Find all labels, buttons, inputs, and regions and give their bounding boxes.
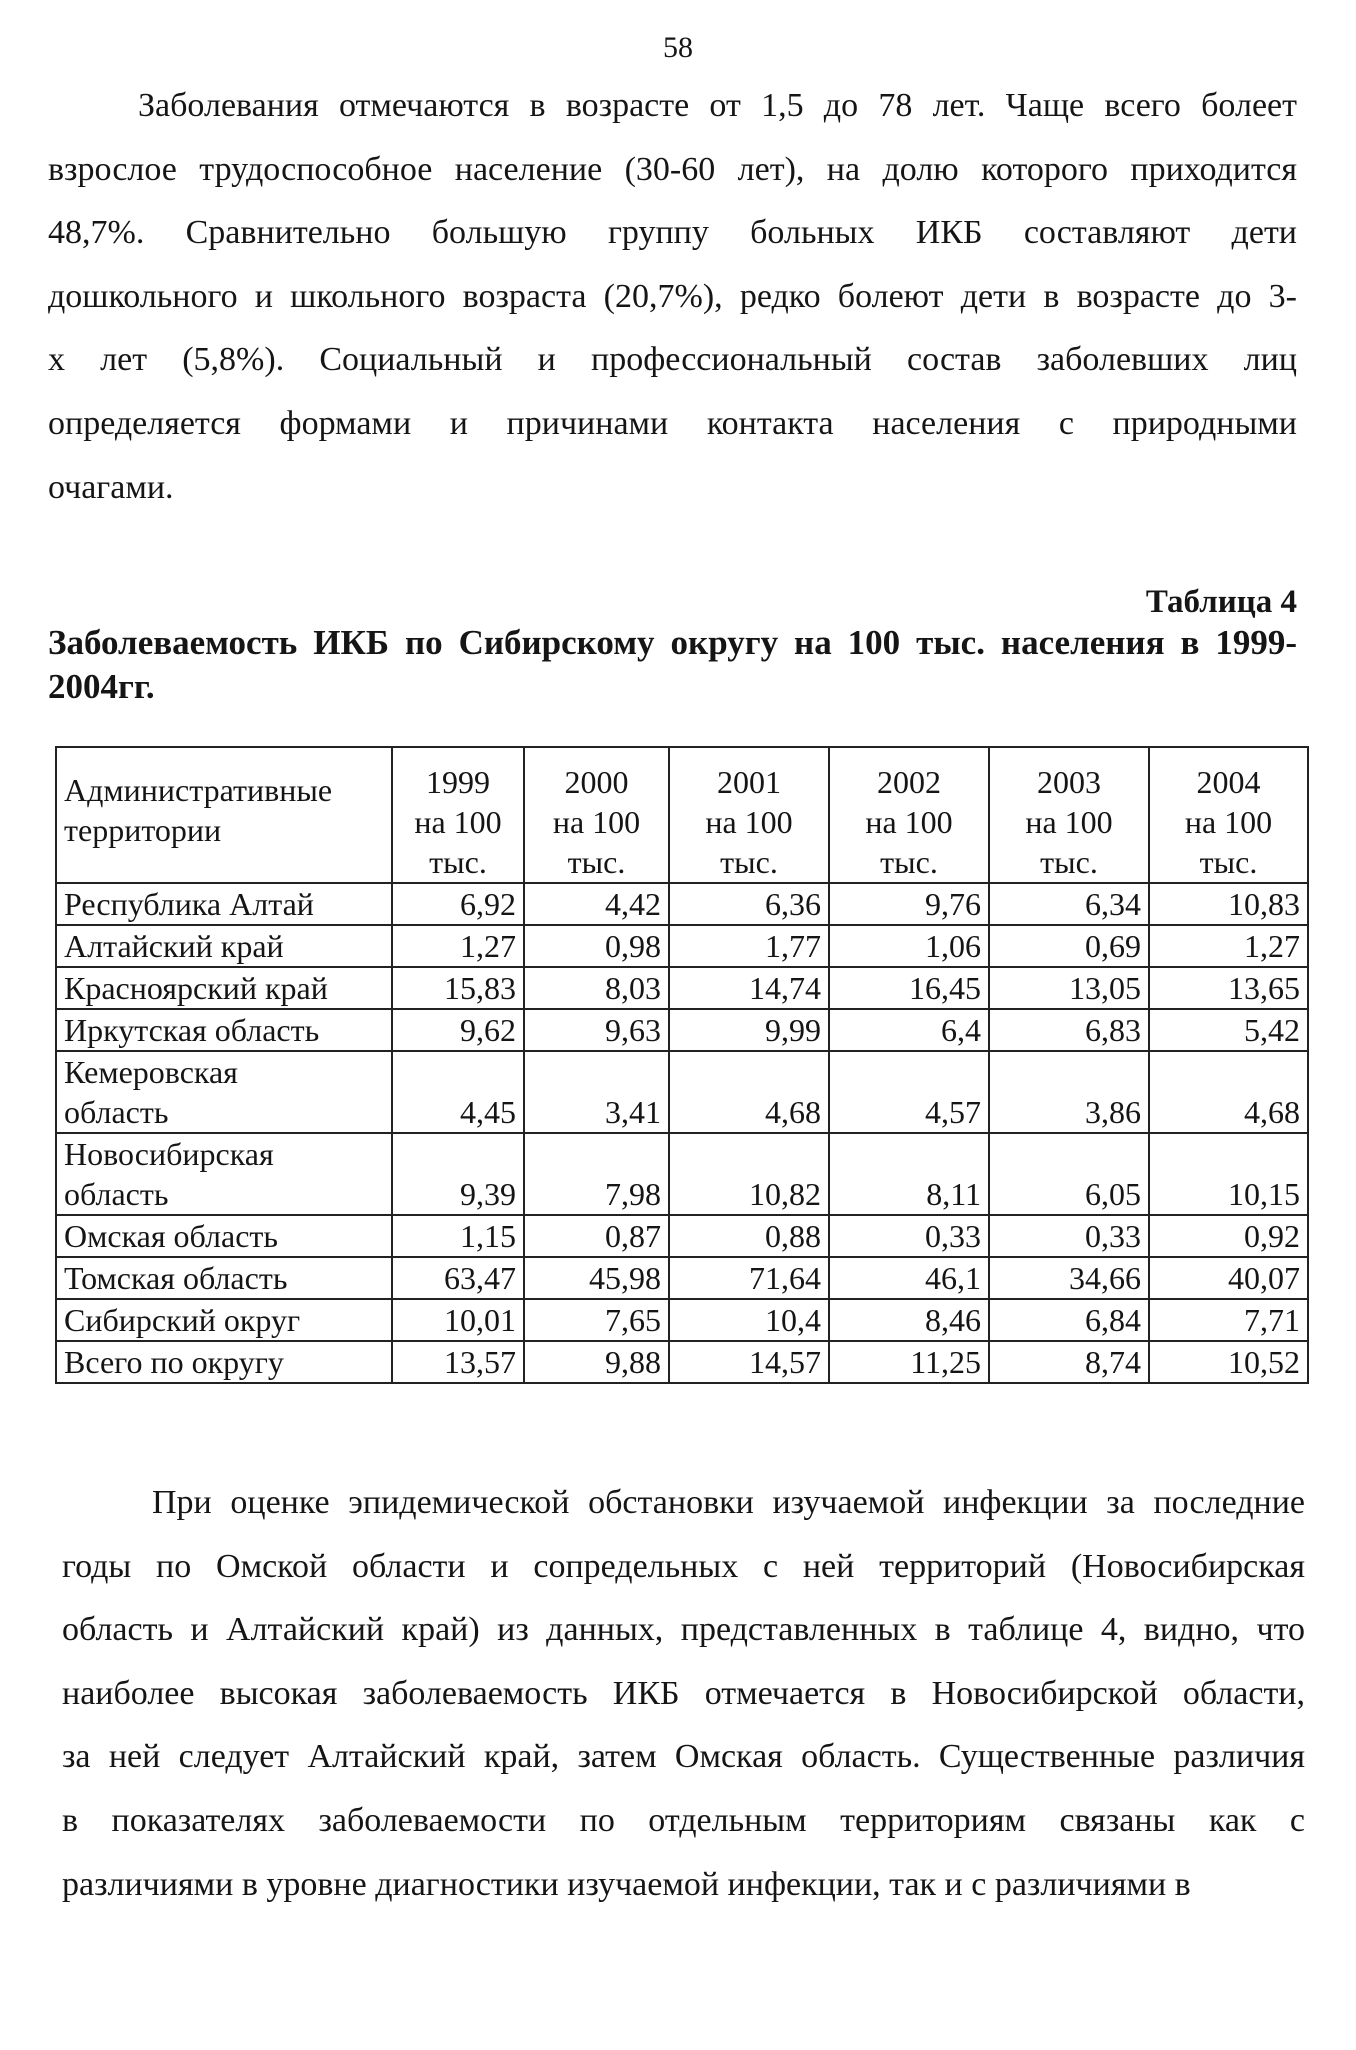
value-cell: 10,83 [1149,883,1308,925]
value-cell: 3,41 [524,1051,669,1133]
territory-name [56,925,392,967]
paragraph-epidemic-assessment [62,1471,1305,1916]
territory-name [56,1215,392,1257]
value-cell: 7,98 [524,1133,669,1215]
value-cell: 8,46 [829,1299,989,1341]
paragraph-age-distribution [48,74,1297,519]
territory-name-line: Красноярский край [64,970,328,1006]
header-year-cell [989,747,1149,883]
value-cell: 1,27 [392,925,524,967]
territory-name-line: Омская область [64,1218,278,1254]
territory-name-line: Томская область [64,1260,288,1296]
value-cell: 6,05 [989,1133,1149,1215]
value-cell: 15,83 [392,967,524,1009]
page-number: 58 [663,31,693,64]
value-cell: 13,05 [989,967,1149,1009]
incidence-table [55,746,1309,1384]
value-cell: 9,63 [524,1009,669,1051]
text-line: область и Алтайский край) из данных, представленных в таблице 4, видно, что [62,1611,1305,1649]
text-line: определяется формами и причинами контакта населения с природными [48,404,1297,442]
text-line: очагами. [48,468,174,506]
value-cell: 45,98 [524,1257,669,1299]
unit-label: тыс. [1199,844,1258,880]
text-line: дошкольного и школьного возраста (20,7%), редко болеют дети в возрасте до 3- [48,277,1297,315]
header-territory-line: Административные [64,772,333,808]
header-year-cell [669,747,829,883]
value-cell: 13,57 [392,1341,524,1383]
text-line: взрослое трудоспособное население (30-60 лет), на долю которого приходится [48,150,1297,188]
header-year-cell [392,747,524,883]
value-cell: 10,01 [392,1299,524,1341]
table-row [56,967,1308,1009]
table-caption: Таблица 4 [1145,584,1297,620]
territory-name-line: Алтайский край [64,928,284,964]
value-cell: 8,03 [524,967,669,1009]
unit-label: на 100 [705,804,793,840]
table-row [56,1133,1308,1215]
value-cell: 9,39 [392,1133,524,1215]
header-year-cell [829,747,989,883]
value-cell: 4,68 [1149,1051,1308,1133]
unit-label: тыс. [880,844,938,880]
value-cell: 14,74 [669,967,829,1009]
table-title-line: 2004гг. [48,667,155,706]
territory-name [56,1299,392,1341]
unit-label: на 100 [1025,804,1113,840]
year-label: 2001 [717,764,781,800]
value-cell: 13,65 [1149,967,1308,1009]
table-header-row [56,747,1308,883]
text-line: наиболее высокая заболеваемость ИКБ отмечается в Новосибирской области, [62,1674,1305,1712]
territory-name-line: область [64,1094,169,1130]
table-row [56,883,1308,925]
value-cell: 8,74 [989,1341,1149,1383]
territory-name-line: Республика Алтай [64,886,314,922]
territory-name [56,1341,392,1383]
unit-label: тыс. [1040,844,1098,880]
table-row [56,1215,1308,1257]
territory-name-line: Кемеровская [64,1054,238,1090]
year-label: 1999 [426,764,490,800]
value-cell: 0,88 [669,1215,829,1257]
unit-label: на 100 [1184,804,1273,840]
value-cell: 16,45 [829,967,989,1009]
value-cell: 6,4 [829,1009,989,1051]
value-cell: 4,57 [829,1051,989,1133]
value-cell: 0,69 [989,925,1149,967]
value-cell: 1,77 [669,925,829,967]
value-cell: 14,57 [669,1341,829,1383]
table-row [56,1299,1308,1341]
territory-name-line: Сибирский округ [64,1302,301,1338]
value-cell: 10,15 [1149,1133,1308,1215]
unit-label: тыс. [429,844,487,880]
value-cell: 10,4 [669,1299,829,1341]
value-cell: 0,33 [829,1215,989,1257]
header-year-cell [524,747,669,883]
table-row [56,1009,1308,1051]
value-cell: 6,92 [392,883,524,925]
unit-label: тыс. [567,844,626,880]
text-line: 48,7%. Сравнительно большую группу больных ИКБ составляют дети [48,214,1297,252]
value-cell: 10,82 [669,1133,829,1215]
text-line: Заболевания отмечаются в возрасте от 1,5 до 78 лет. Чаще всего болеет [138,87,1297,124]
territory-name-line: область [64,1176,169,1212]
value-cell: 10,52 [1149,1341,1308,1383]
text-line: за ней следует Алтайский край, затем Омская область. Существенные различия [62,1738,1305,1776]
header-territory-line: территории [64,812,222,848]
value-cell: 1,06 [829,925,989,967]
value-cell: 4,45 [392,1051,524,1133]
territory-name [56,1009,392,1051]
territory-name-line: Иркутская область [64,1012,320,1048]
year-label: 2004 [1196,764,1261,800]
territory-name [56,883,392,925]
value-cell: 7,71 [1149,1299,1308,1341]
value-cell: 7,65 [524,1299,669,1341]
unit-label: на 100 [552,804,641,840]
year-label: 2000 [564,764,629,800]
value-cell: 3,86 [989,1051,1149,1133]
value-cell: 6,84 [989,1299,1149,1341]
text-line: годы по Омской области и сопредельных с ней территорий (Новосибирская [62,1547,1305,1585]
header-year-cell [1149,747,1308,883]
territory-name-line: Новосибирская [64,1136,274,1172]
table-row [56,925,1308,967]
value-cell: 71,64 [669,1257,829,1299]
table-title [48,621,1297,709]
table-row [56,1341,1308,1383]
year-label: 2003 [1037,764,1101,800]
text-line: в показателях заболеваемости по отдельным территориям связаны как с [62,1801,1305,1839]
value-cell: 4,42 [524,883,669,925]
table-row [56,1257,1308,1299]
value-cell: 46,1 [829,1257,989,1299]
territory-name [56,1051,392,1133]
value-cell: 8,11 [829,1133,989,1215]
unit-label: на 100 [865,804,953,840]
table-title-line: Заболеваемость ИКБ по Сибирскому округу на 100 тыс. населения в 1999- [48,623,1297,662]
value-cell: 9,76 [829,883,989,925]
territory-name [56,1133,392,1215]
value-cell: 9,99 [669,1009,829,1051]
territory-name [56,967,392,1009]
territory-name [56,1257,392,1299]
value-cell: 6,34 [989,883,1149,925]
text-line: При оценке эпидемической обстановки изучаемой инфекции за последние [152,1484,1305,1521]
value-cell: 34,66 [989,1257,1149,1299]
value-cell: 40,07 [1149,1257,1308,1299]
header-territory-cell [56,747,392,883]
text-line: различиями в уровне диагностики изучаемой инфекции, так и с различиями в [62,1865,1191,1903]
unit-label: на 100 [414,804,502,840]
value-cell: 9,62 [392,1009,524,1051]
value-cell: 9,88 [524,1341,669,1383]
value-cell: 0,87 [524,1215,669,1257]
text-line: х лет (5,8%). Социальный и профессиональный состав заболевших лиц [48,341,1297,379]
value-cell: 1,15 [392,1215,524,1257]
value-cell: 63,47 [392,1257,524,1299]
value-cell: 1,27 [1149,925,1308,967]
value-cell: 0,33 [989,1215,1149,1257]
value-cell: 4,68 [669,1051,829,1133]
value-cell: 6,83 [989,1009,1149,1051]
value-cell: 11,25 [829,1341,989,1383]
territory-name-line: Всего по округу [64,1344,284,1380]
year-label: 2002 [877,764,941,800]
value-cell: 0,98 [524,925,669,967]
value-cell: 5,42 [1149,1009,1308,1051]
unit-label: тыс. [720,844,778,880]
table-row [56,1051,1308,1133]
value-cell: 0,92 [1149,1215,1308,1257]
value-cell: 6,36 [669,883,829,925]
